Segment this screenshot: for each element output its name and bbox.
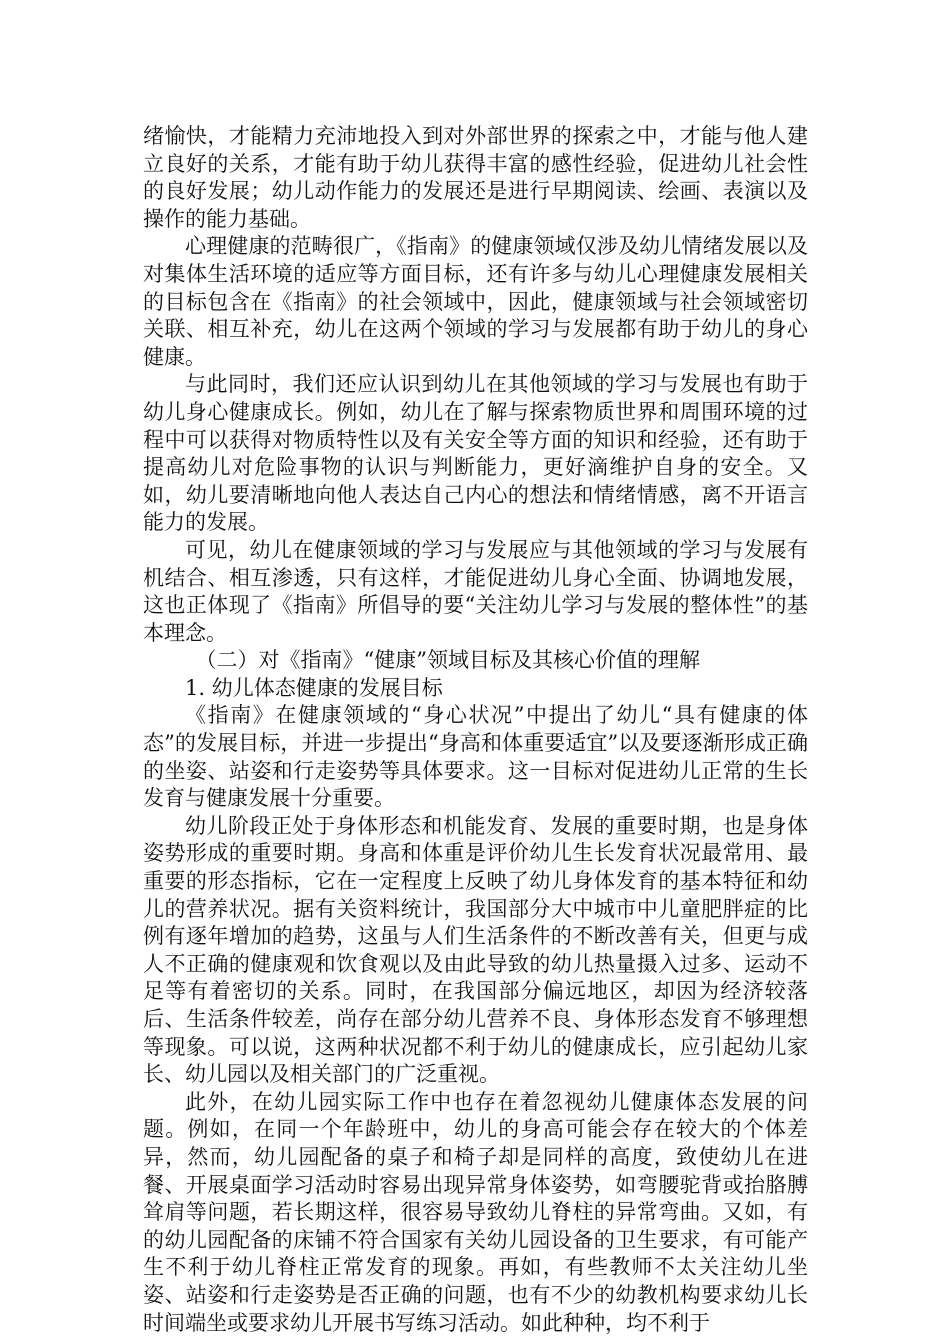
paragraph-other-domains: 与此同时，我们还应认识到幼儿在其他领域的学习与发展也有助于幼儿身心健康成长。例如，幼儿在了解与探索物质世界和周围环境的过程中可以获得对物质特性以及有关安全等方面的知识和经验，还有助于提高幼儿对危险事物的认识与判断能力，更好滴维护自身的安全。又如，幼儿要清晰地向他人表达自己内心的想法和情绪情感，离不开语言能力的发展。 (143, 372, 808, 535)
paragraph-kindergarten-issues: 此外，在幼儿园实际工作中也存在着忽视幼儿健康体态发展的问题。例如，在同一个年龄班中，幼儿的身高可能会存在较大的个体差异，然而，幼儿园配备的桌子和椅子却是同样的高度，致使幼儿在进餐、开展桌面学习活动时容易出现异常身体姿势，如弯腰驼背或抬胳膊耸肩等问题，若长期这样，很容易导致幼儿脊柱的异常弯曲。又如，有的幼儿园配备的床铺不符合国家有关幼儿园设备的卫生要求，有可能产生不利于幼儿脊柱正常发育的现象。再如，有些教师不太关注幼儿坐姿、站姿和行走姿势是否正确的问题，也有不少的幼教机构要求幼儿长时间端坐或要求幼儿开展书写练习活动。如此种种，均不利于 (143, 1089, 808, 1335)
paragraph-continued: 绪愉快，才能精力充沛地投入到对外部世界的探索之中，才能与他人建立良好的关系，才能有助于幼儿获得丰富的感性经验，促进幼儿社会性的良好发展；幼儿动作能力的发展还是进行早期阅读、绘画、表演以及操作的能力基础。 (143, 124, 808, 231)
subsection-heading: 1. 幼儿体态健康的发展目标 (185, 675, 443, 700)
section-heading: （二）对《指南》“健康”领域目标及其核心价值的理解 (195, 648, 700, 673)
document-page (143, 123, 808, 1337)
paragraph-mental-health: 心理健康的范畴很广，《指南》的健康领域仅涉及幼儿情绪发展以及对集体生活环境的适应等方面目标，还有许多与幼儿心理健康发展相关的目标包含在《指南》的社会领域中，因此，健康领域与社会领域密切关联、相互补充，幼儿在这两个领域的学习与发展都有助于幼儿的身心健康。 (143, 234, 808, 369)
paragraph-goal: 《指南》在健康领域的“身心状况”中提出了幼儿“具有健康的体态”的发展目标，并进一步提出“身高和体重要适宜”以及要逐渐形成正确的坐姿、站姿和行走姿势等具体要求。这一目标对促进幼儿正常的生长发育与健康发展十分重要。 (143, 703, 808, 811)
paragraph-body-development: 幼儿阶段正处于身体形态和机能发育、发展的重要时期，也是身体姿势形成的重要时期。身高和体重是评价幼儿生长发育状况最常用、最重要的形态指标，它在一定程度上反映了幼儿身体发育的基本特征和幼儿的营养状况。据有关资料统计，我国部分大中城市中儿童肥胖症的比例有逐年增加的趋势，这虽与人们生活条件的不断改善有关，但更与成人不正确的健康观和饮食观以及由此导致的幼儿热量摄入过多、运动不足等有着密切的关系。同时，在我国部分偏远地区，却因为经济较落后、生活条件较差，尚存在部分幼儿营养不良、身体形态发育不够理想等现象。可以说，这两种状况都不利于幼儿的健康成长，应引起幼儿家长、幼儿园以及相关部门的广泛重视。 (143, 813, 808, 1087)
paragraph-integration: 可见，幼儿在健康领域的学习与发展应与其他领域的学习与发展有机结合、相互渗透，只有这样，才能促进幼儿身心全面、协调地发展，这也正体现了《指南》所倡导的要“关注幼儿学习与发展的整体性”的基本理念。 (143, 537, 808, 645)
